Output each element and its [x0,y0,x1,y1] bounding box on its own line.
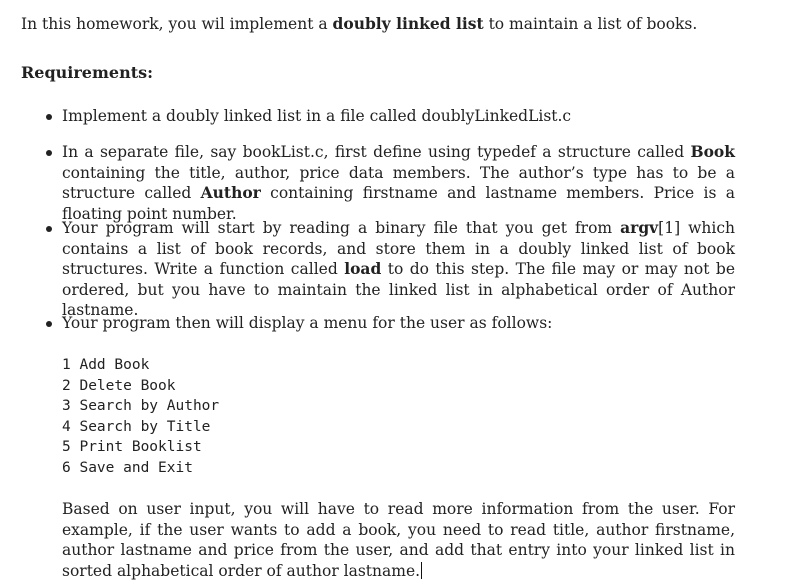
bullet-dot-icon [46,150,52,156]
bullet-text: Your program then will display a menu for the user as follows: [62,314,553,332]
intro-text-bold: doubly linked list [332,14,484,33]
bullet-text: to do this step. The file may or may not be ordered, but you have to maintain the linked list in alphabetical order of Author lastname. [62,260,735,320]
bullet-dot-icon [46,114,52,120]
bullet-bold-term: argv [620,218,659,237]
bullet-text: containing the title, author, price data members. The author’s type has to be a structure called [62,163,735,203]
bullet-text: Your program will start by reading a binary file that you get from [62,219,621,237]
menu-line: 2 Delete Book [62,377,176,394]
text-cursor [421,562,422,579]
bullet-item-struct [62,142,735,224]
intro-text-post: to maintain a list of books. [483,15,698,33]
closing-text: Based on user input, you will have to read more information from the user. For example, if the user wants to add a book, you need to read title, author firstname, author lastname and price from the user, and add that entry into your linked list in sorted alphabetical order of author lastname. [62,500,735,580]
bullet-dot-icon [46,226,52,232]
bullet-bold-term: Author [200,183,261,203]
bullet-text: containing firstname and lastname members. Price is a floating point number. [62,184,735,223]
bullet-item-load [62,218,735,321]
bullet-text: Implement a doubly linked list in a file called doublyLinkedList.c [62,107,572,125]
bullet-item-file [62,106,735,127]
menu-listing [62,355,219,479]
bullet-bold-term: load [344,259,382,279]
menu-line: 1 Add Book [62,357,150,373]
bullet-bold-term: Book [690,142,735,161]
bullet-item-menu [62,313,735,334]
bullet-text: [1] which contains a list of book records, and store them in a doubly linked list of book structures. Write a function called [62,219,735,279]
menu-line: 6 Save and Exit [62,459,193,476]
menu-line: 5 Print Booklist [62,439,202,456]
intro-text-pre: In this homework, you wil implement a [21,15,333,33]
closing-paragraph[interactable] [62,499,735,581]
bullet-dot-icon [46,321,52,327]
intro-paragraph [21,13,697,35]
menu-line: 3 Search by Author [62,398,220,415]
bullet-text: In a separate file, say bookList.c, first define using typedef a structure called [62,143,691,161]
requirements-heading: Requirements: [21,63,154,82]
menu-line: 4 Search by Title [62,418,211,435]
